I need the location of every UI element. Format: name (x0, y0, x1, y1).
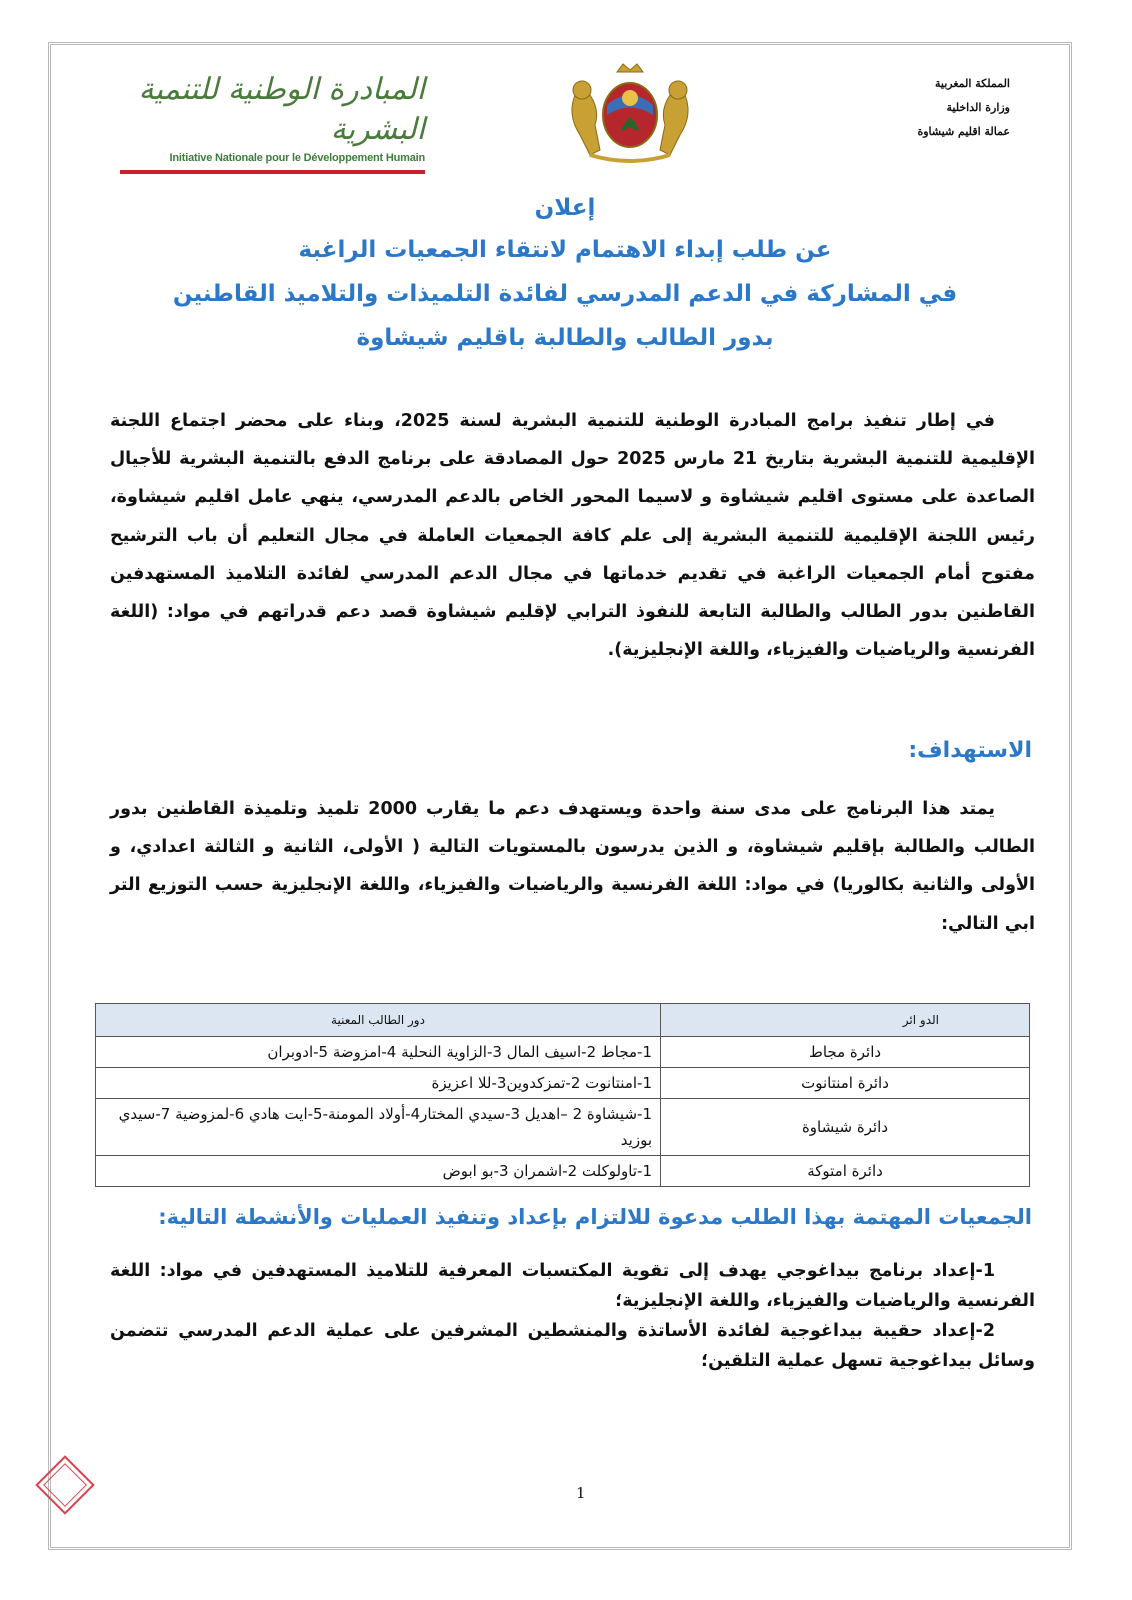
title-line-2: عن طلب إبداء الاهتمام لانتقاء الجمعيات الراغبة (298, 237, 832, 263)
district-cell: دائرة امتوكة (661, 1156, 1030, 1187)
indh-red-bar (120, 170, 425, 174)
table-header-houses: دور الطالب المعنية (96, 1004, 661, 1037)
houses-cell: 1-مجاط 2-اسيف المال 3-الزاوية النحلية 4-امزوضة 5-ادوبران (96, 1037, 661, 1068)
targeting-paragraph: يمتد هذا البرنامج على مدى سنة واحدة ويستهدف دعم ما يقارب 2000 تلميذ وتلميذة القاطنين بدور الطالب والطالبة بإقليم شيشاوة، و الذين يدرسون بالمستويات التالية ( الأولى، الثانية و الثالثة اعدادي، و الأولى والثانية بكالوريا) في مواد: اللغة الفرنسية والرياضيات والفيزياء، واللغة الإنجليزية حسب التوزيع التر ابي التالي: (110, 799, 1035, 934)
administrative-header (890, 72, 1010, 144)
ministry-label: وزارة الداخلية (946, 101, 1010, 114)
title-line-3: في المشاركة في الدعم المدرسي لفائدة التلميذات والتلاميذ القاطنين (172, 281, 958, 307)
houses-cell: 1-امنتانوت 2-تمزكدوين3-للا اعزيزة (96, 1068, 661, 1099)
indh-arabic-name: المبادرة الوطنية للتنمية البشرية (138, 72, 425, 147)
title-line-4: بدور الطالب والطالبة باقليم شيشاوة (356, 325, 774, 351)
kingdom-label: المملكة المغربية (935, 77, 1010, 90)
list-item: 2-إعداد حقيبة بيداغوجية لفائدة الأساتذة والمنشطين المشرفين على عملية الدعم المدرسي تتضمن وسائل بيداغوجية تسهل عملية التلقين؛ (110, 1321, 1035, 1371)
table-row (96, 1037, 1030, 1068)
targeting-heading: الاستهداف: (908, 738, 1032, 763)
coat-of-arms-icon (555, 60, 705, 170)
title-line-1: إعلان (534, 195, 596, 221)
obligations-heading: الجمعيات المهتمة بهذا الطلب مدعوة للالتزام بإعداد وتنفيذ العمليات والأنشطة التالية: (158, 1205, 1032, 1229)
page-number: 1 (576, 1484, 586, 1502)
stamp-icon (30, 1450, 100, 1520)
district-cell: دائرة شيشاوة (661, 1099, 1030, 1156)
table-header-row (96, 1004, 1030, 1037)
indh-logo (120, 70, 425, 164)
announcement-title (140, 188, 990, 360)
obligations-list (110, 1256, 1035, 1376)
houses-cell: 1-شيشاوة 2 –اهديل 3-سيدي المختار4-أولاد المومنة-5-ايت هادي 6-لمزوضية 7-سيدي بوزيد (96, 1099, 661, 1156)
intro-paragraph: في إطار تنفيذ برامج المبادرة الوطنية للتنمية البشرية لسنة 2025، وبناء على محضر اجتماع اللجنة الإقليمية للتنمية البشرية بتاريخ 21 مارس 2025 حول المصادقة على برنامج الدفع بالتنمية البشرية للأجيال الصاعدة على مستوى اقليم شيشاوة و لاسيما المحور الخاص بالدعم المدرسي، ينهي عامل اقليم شيشاوة، رئيس اللجنة الإقليمية للتنمية البشرية إلى علم كافة الجمعيات العاملة في مجال التعليم أن باب الترشيح مفتوح أمام الجمعيات الراغبة في تقديم خدماتها في مجال الدعم المدرسي لفائدة التلاميذ المستهدفين القاطنين بدور الطالب والطالبة التابعة للنفوذ الترابي لإقليم شيشاوة قصد دعم قدراتهم في مواد: (اللغة الفرنسية والرياضيات والفيزياء، واللغة الإنجليزية). (110, 411, 1035, 661)
province-label: عمالة اقليم شيشاوة (917, 125, 1010, 138)
table-row (96, 1099, 1030, 1156)
table-row (96, 1156, 1030, 1187)
districts-table (95, 1003, 1030, 1187)
district-cell: دائرة مجاط (661, 1037, 1030, 1068)
district-cell: دائرة امنتانوت (661, 1068, 1030, 1099)
list-item: 1-إعداد برنامج بيداغوجي يهدف إلى تقوية المكتسبات المعرفية للتلاميذ المستهدفين في مواد: اللغة الفرنسية والرياضيات والفيزياء، واللغة الإنجليزية؛ (110, 1261, 1035, 1311)
indh-french-name: Initiative Nationale pour le Développement Humain (169, 152, 425, 164)
table-row (96, 1068, 1030, 1099)
table-header-districts: الدو ائر (661, 1004, 1030, 1037)
houses-cell: 1-تاولوكلت 2-اشمران 3-بو ابوض (96, 1156, 661, 1187)
